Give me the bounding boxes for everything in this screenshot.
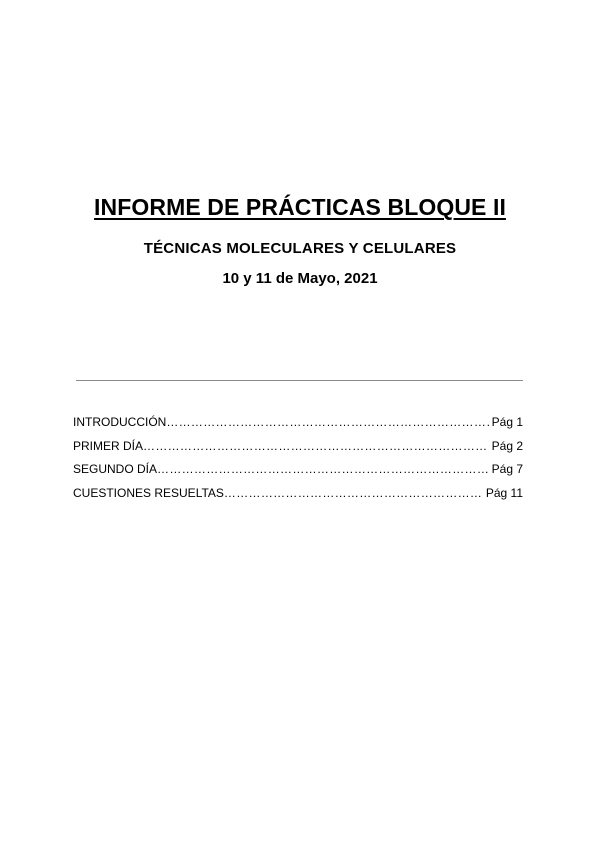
document-title: INFORME DE PRÁCTICAS BLOQUE II [94,194,506,220]
toc-item-page: Pág 11 [485,485,523,500]
document-date: 10 y 11 de Mayo, 2021 [222,270,378,287]
horizontal-divider [76,380,523,381]
toc-item-label: INTRODUCCIÓN [73,415,167,429]
toc-leader-dots [157,462,489,476]
toc-leader-dots [143,439,489,453]
document-subtitle: TÉCNICAS MOLECULARES Y CELULARES [143,240,457,257]
toc-item-label: CUESTIONES RESUELTAS [73,485,224,500]
toc-item-cuestiones-resueltas[interactable] [73,486,523,510]
table-of-contents [73,415,523,509]
toc-item-page: Pág 2 [491,438,523,453]
toc-item-page: Pág 1 [491,415,523,429]
toc-item-introduccion[interactable] [73,415,523,439]
toc-item-segundo-dia[interactable] [73,462,523,486]
toc-item-primer-dia[interactable] [73,439,523,463]
toc-item-page: Pág 7 [491,462,523,476]
toc-item-label: SEGUNDO DÍA [73,462,158,476]
toc-leader-dots [224,486,483,500]
toc-leader-dots [166,415,488,429]
toc-item-label: PRIMER DÍA [73,438,144,453]
